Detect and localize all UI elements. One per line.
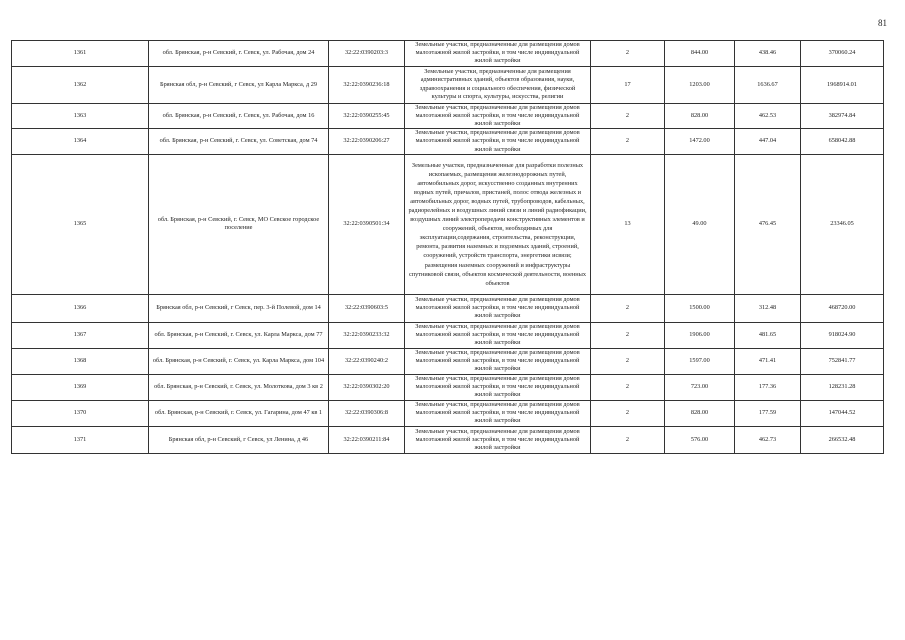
- cadastral-value-cell: 658042.88: [801, 129, 884, 155]
- cadastral-number-cell: 32:22:0390233:32: [329, 322, 405, 348]
- group-code-cell: 2: [591, 129, 665, 155]
- cadastral-value-cell: 468720.00: [801, 294, 884, 322]
- row-number: 1367: [12, 322, 149, 348]
- table-row: [12, 294, 884, 322]
- area-cell: 49.00: [665, 154, 735, 294]
- group-code-cell: 2: [591, 41, 665, 67]
- table-row: [12, 400, 884, 426]
- cadastral-number-cell: 32:22:0390203:3: [329, 41, 405, 67]
- cadastral-number-cell: 32:22:0390255:45: [329, 103, 405, 129]
- row-number: 1361: [12, 41, 149, 67]
- land-use-cell: Земельные участки, предназначенные для размещения домов малоэтажной жилой застройки, в том числе индивидуальной жилой застройки: [405, 41, 591, 67]
- land-use-cell: Земельные участки, предназначенные для размещения домов малоэтажной жилой застройки, в том числе индивидуальной жилой застройки: [405, 426, 591, 453]
- cadastral-value-cell: 752841.77: [801, 348, 884, 374]
- land-use-cell: Земельные участки, предназначенные для размещения домов малоэтажной жилой застройки, в том числе индивидуальной жилой застройки: [405, 374, 591, 400]
- land-use-cell: Земельные участки, предназначенные для размещения домов малоэтажной жилой застройки, в том числе индивидуальной жилой застройки: [405, 294, 591, 322]
- area-cell: 828.00: [665, 400, 735, 426]
- address-cell: обл. Брянская, р-н Севский, г. Севск, ул. Рабочая, дом 16: [149, 103, 329, 129]
- address-cell: Брянская обл, р-н Севский, г Севск, ул Ленина, д 46: [149, 426, 329, 453]
- row-number: 1368: [12, 348, 149, 374]
- page-number: 81: [878, 18, 887, 28]
- area-cell: 828.00: [665, 103, 735, 129]
- address-cell: Брянская обл, р-н Севский, г Севск, ул Карла Маркса, д 29: [149, 66, 329, 103]
- group-code-cell: 2: [591, 374, 665, 400]
- land-use-cell: Земельные участки, предназначенные для размещения домов малоэтажной жилой застройки, в том числе индивидуальной жилой застройки: [405, 129, 591, 155]
- row-number: 1364: [12, 129, 149, 155]
- land-use-cell: Земельные участки, предназначенные для размещения домов малоэтажной жилой застройки, в том числе индивидуальной жилой застройки: [405, 400, 591, 426]
- specific-value-cell: 438.46: [735, 41, 801, 67]
- cadastral-value-cell: 128231.28: [801, 374, 884, 400]
- cadastral-value-cell: 1968914.01: [801, 66, 884, 103]
- area-cell: 1203.00: [665, 66, 735, 103]
- area-cell: 1906.00: [665, 322, 735, 348]
- row-number: 1366: [12, 294, 149, 322]
- specific-value-cell: 462.53: [735, 103, 801, 129]
- table-row: [12, 129, 884, 155]
- row-number: 1370: [12, 400, 149, 426]
- row-number: 1369: [12, 374, 149, 400]
- area-cell: 723.00: [665, 374, 735, 400]
- cadastral-number-cell: 32:22:0390206:27: [329, 129, 405, 155]
- table-row: [12, 103, 884, 129]
- cadastral-number-cell: 32:22:0390603:5: [329, 294, 405, 322]
- row-number: 1363: [12, 103, 149, 129]
- area-cell: 1597.00: [665, 348, 735, 374]
- specific-value-cell: 177.36: [735, 374, 801, 400]
- land-use-cell: Земельные участки, предназначенные для размещения домов малоэтажной жилой застройки, в том числе индивидуальной жилой застройки: [405, 322, 591, 348]
- cadastral-value-cell: 382974.84: [801, 103, 884, 129]
- cadastral-value-cell: 918024.90: [801, 322, 884, 348]
- address-cell: обл. Брянская, р-н Севский, г. Севск, ул. Карла Маркса, дом 104: [149, 348, 329, 374]
- address-cell: обл. Брянская, р-н Севский, г. Севск, ул. Карла Маркса, дом 77: [149, 322, 329, 348]
- area-cell: 844.00: [665, 41, 735, 67]
- specific-value-cell: 447.04: [735, 129, 801, 155]
- cadastral-value-table: [11, 40, 884, 454]
- table-row: [12, 154, 884, 294]
- cadastral-number-cell: 32:22:0390501:34: [329, 154, 405, 294]
- cadastral-number-cell: 32:22:0390302:20: [329, 374, 405, 400]
- address-cell: Брянская обл, р-н Севский, г Севск, пер. 3-й Полевой, дом 14: [149, 294, 329, 322]
- group-code-cell: 2: [591, 294, 665, 322]
- cadastral-number-cell: 32:22:0390306:8: [329, 400, 405, 426]
- cadastral-number-cell: 32:22:0390240:2: [329, 348, 405, 374]
- specific-value-cell: 471.41: [735, 348, 801, 374]
- table-row: [12, 41, 884, 67]
- table-row: [12, 374, 884, 400]
- specific-value-cell: 476.45: [735, 154, 801, 294]
- group-code-cell: 2: [591, 322, 665, 348]
- group-code-cell: 2: [591, 348, 665, 374]
- table-row: [12, 426, 884, 453]
- address-cell: обл. Брянская, р-н Севский, г. Севск, ул. Рабочая, дом 24: [149, 41, 329, 67]
- group-code-cell: 13: [591, 154, 665, 294]
- cadastral-value-cell: 266532.48: [801, 426, 884, 453]
- cadastral-value-cell: 23346.05: [801, 154, 884, 294]
- group-code-cell: 17: [591, 66, 665, 103]
- land-use-cell: Земельные участки, предназначенные для размещения административных зданий, объектов образования, науки, здравоохранения и социального обеспечения, физической культуры и спорта, культуры, искусства, религии: [405, 66, 591, 103]
- group-code-cell: 2: [591, 400, 665, 426]
- specific-value-cell: 312.48: [735, 294, 801, 322]
- specific-value-cell: 481.65: [735, 322, 801, 348]
- specific-value-cell: 1636.67: [735, 66, 801, 103]
- address-cell: обл. Брянская, р-н Севский, г. Севск, ул. Молоткова, дом 3 кв 2: [149, 374, 329, 400]
- area-cell: 1500.00: [665, 294, 735, 322]
- land-use-cell: Земельные участки, предназначенные для размещения домов малоэтажной жилой застройки, в том числе индивидуальной жилой застройки: [405, 348, 591, 374]
- specific-value-cell: 462.73: [735, 426, 801, 453]
- table-row: [12, 322, 884, 348]
- cadastral-number-cell: 32:22:0390211:84: [329, 426, 405, 453]
- land-use-cell: Земельные участки, предназначенные для разработки полезных ископаемых, размещения железнодорожных путей, автомобильных дорог, искусственно созданных внутренних водных путей, причалов, пристаней, полос отвода железных и автомобильных дорог, водных путей, трубопроводов, кабельных, радиорелейных и воздушных линий связи и линий радиофикации, воздушных линий электропередачи конструктивных элементов и сооружений, объектов, необходимых для эксплуатации,содержания, строительства, реконструкции, ремонта, развития наземных и подземных зданий, строений, сооружений, устройств транспорта, энергетики исвязи; размещения наземных сооружений и инфраструктуры спутниковой связи, объектов космической деятельности, военных объектов: [405, 154, 591, 294]
- group-code-cell: 2: [591, 103, 665, 129]
- cadastral-value-cell: 147044.52: [801, 400, 884, 426]
- table-row: [12, 66, 884, 103]
- cadastral-value-cell: 370060.24: [801, 41, 884, 67]
- address-cell: обл. Брянская, р-н Севский, г. Севск, МО Севское городское поселение: [149, 154, 329, 294]
- row-number: 1365: [12, 154, 149, 294]
- address-cell: обл. Брянская, р-н Севский, г. Севск, ул. Советская, дом 74: [149, 129, 329, 155]
- group-code-cell: 2: [591, 426, 665, 453]
- row-number: 1362: [12, 66, 149, 103]
- row-number: 1371: [12, 426, 149, 453]
- cadastral-number-cell: 32:22:0390236:18: [329, 66, 405, 103]
- land-use-cell: Земельные участки, предназначенные для размещения домов малоэтажной жилой застройки, в том числе индивидуальной жилой застройки: [405, 103, 591, 129]
- area-cell: 576.00: [665, 426, 735, 453]
- table-row: [12, 348, 884, 374]
- specific-value-cell: 177.59: [735, 400, 801, 426]
- address-cell: обл. Брянская, р-н Севский, г. Севск, ул. Гагарина, дом 47 кв 1: [149, 400, 329, 426]
- area-cell: 1472.00: [665, 129, 735, 155]
